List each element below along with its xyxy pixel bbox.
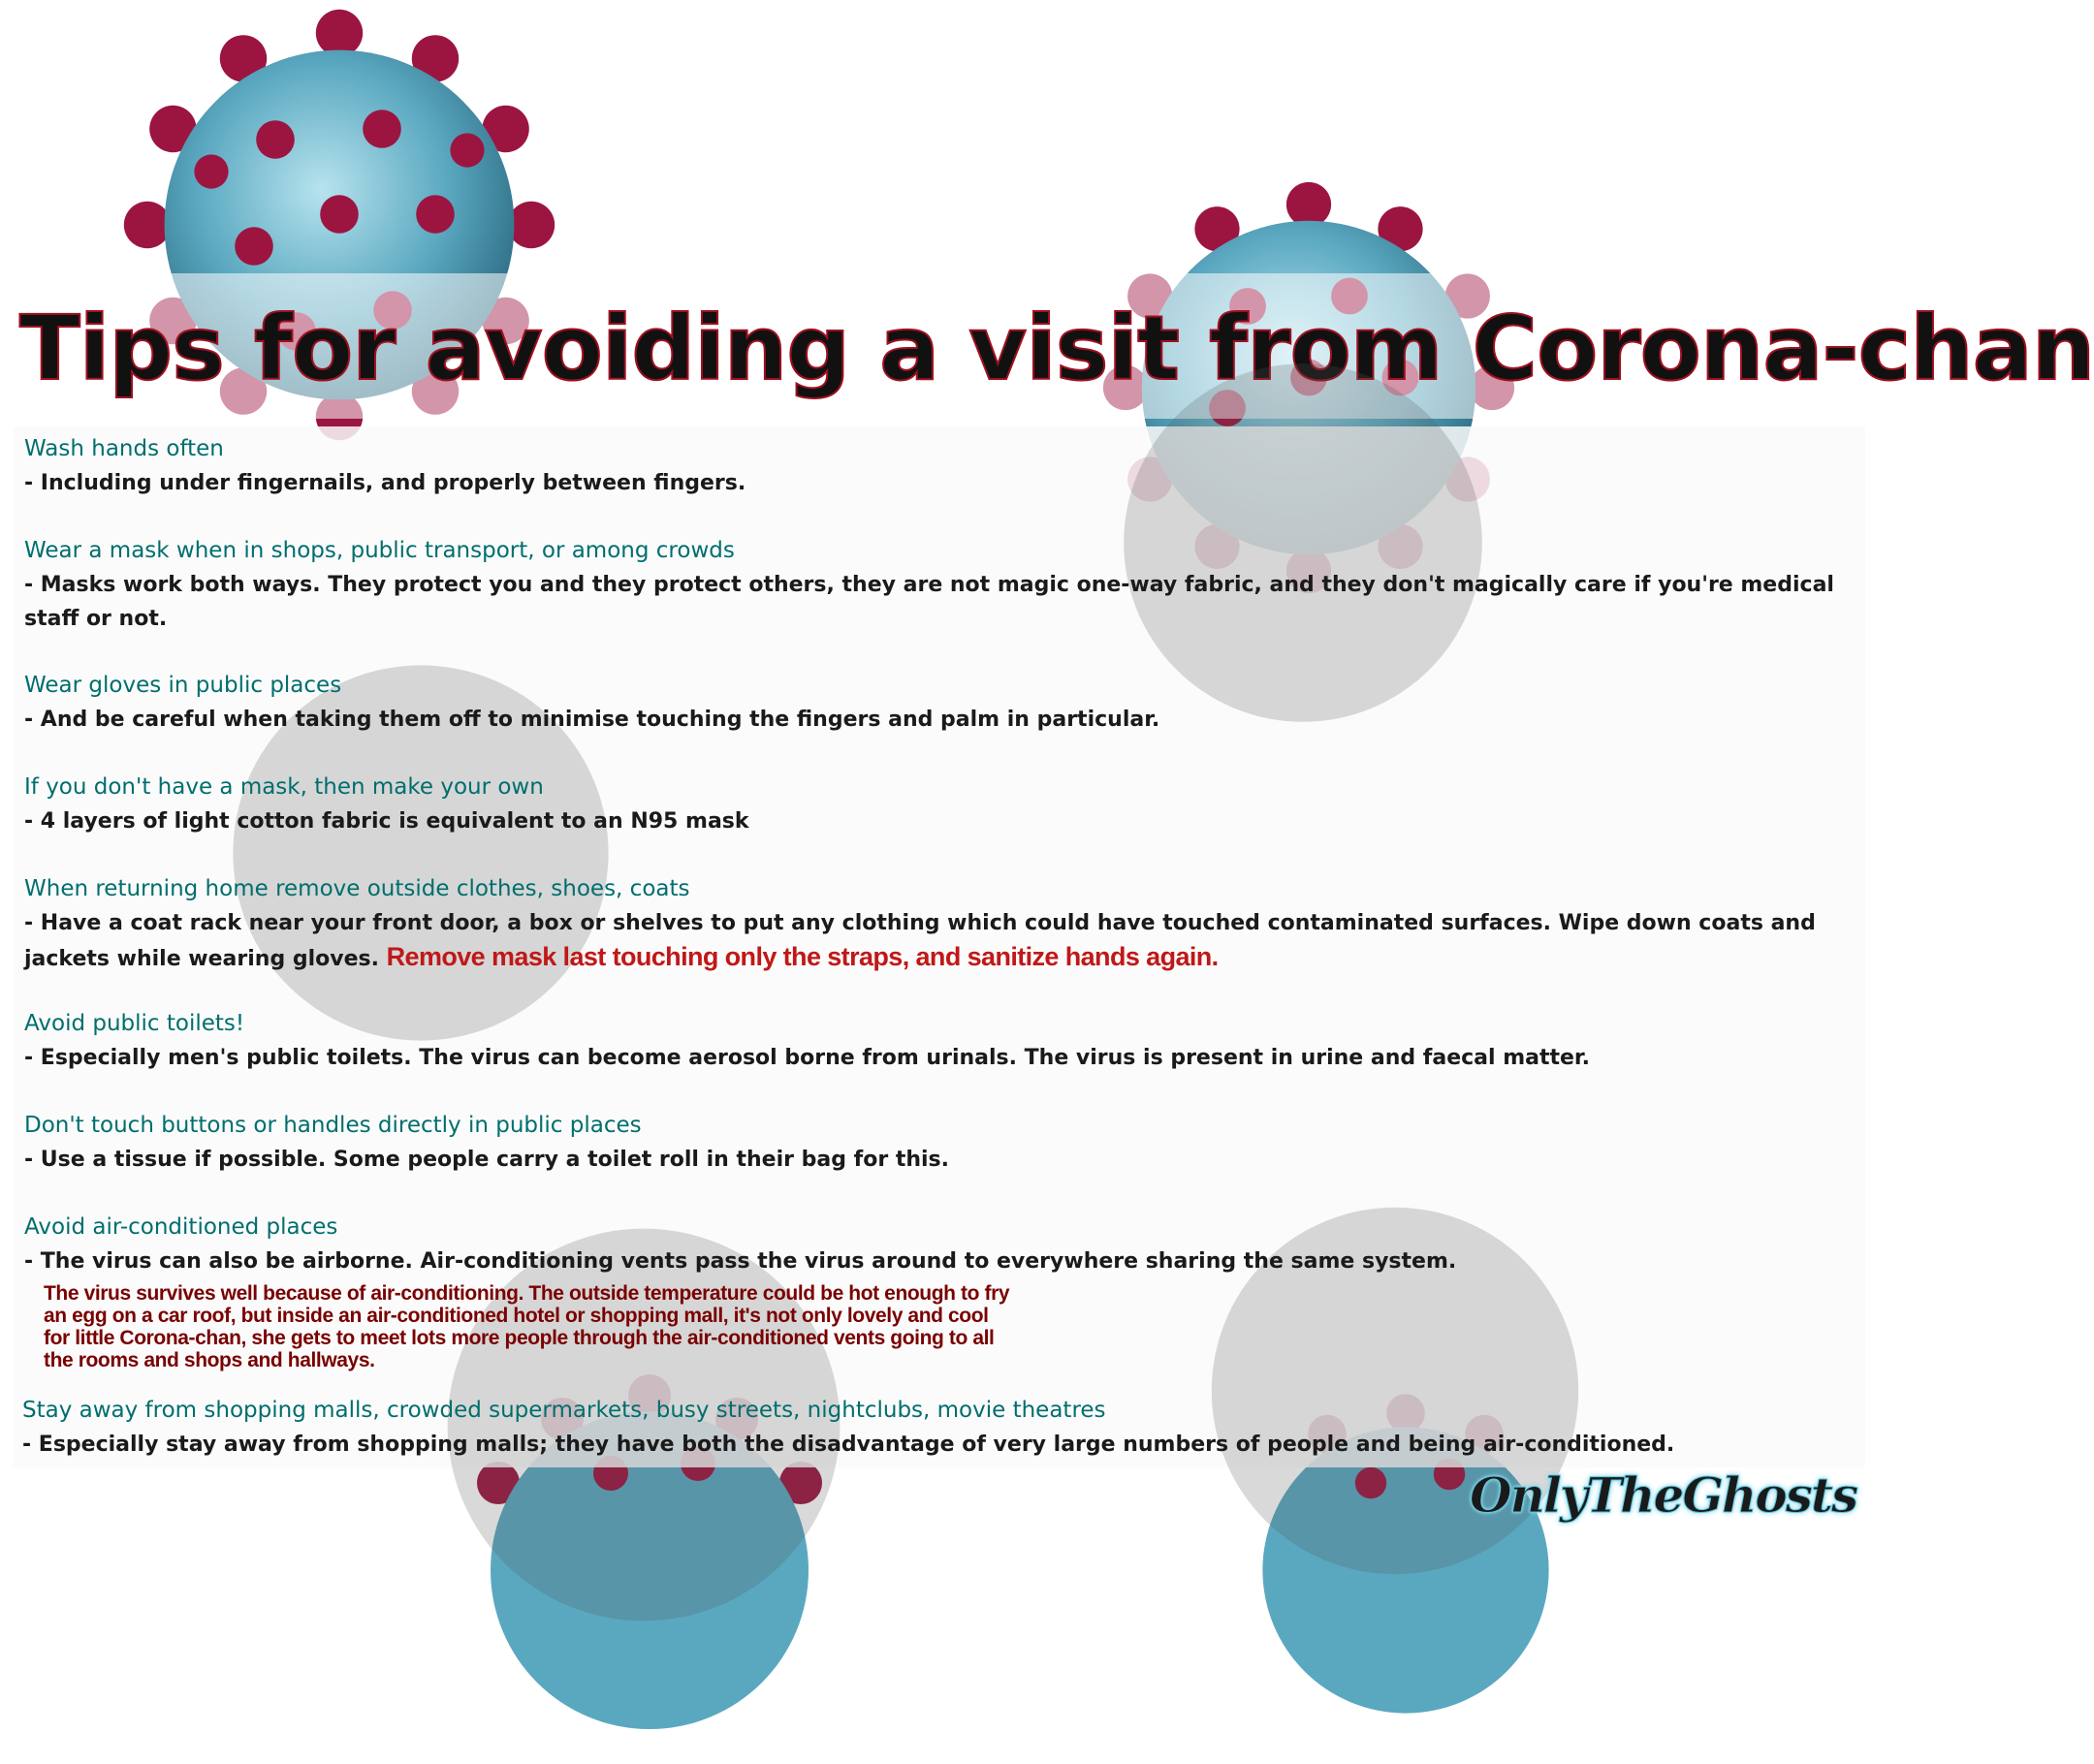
- tip-body: - The virus can also be airborne. Air-conditioning vents pass the virus around to everywhere sharing the same system.: [24, 1249, 1457, 1274]
- tip-item: [24, 1213, 1856, 1371]
- tip-heading: Stay away from shopping malls, crowded supermarkets, busy streets, nightclubs, movie theatres: [22, 1398, 1106, 1423]
- tip-item: [24, 536, 1856, 636]
- tip-heading: Wear gloves in public places: [24, 673, 342, 698]
- tip-body: - Use a tissue if possible. Some people carry a toilet roll in their bag for this.: [24, 1148, 950, 1172]
- watermark-logo: OnlyTheGhosts: [1470, 1466, 1857, 1524]
- tip-heading: Don't touch buttons or handles directly in public places: [24, 1113, 642, 1138]
- tip-heading: Wash hands often: [24, 436, 224, 461]
- tip-heading: Avoid public toilets!: [24, 1011, 245, 1036]
- tip-item: [24, 1009, 1856, 1075]
- tip-item: [24, 874, 1856, 976]
- tip-body: - Including under fingernails, and properly between fingers.: [24, 471, 746, 495]
- tips-panel: [14, 426, 1865, 1467]
- tip-item: [24, 772, 1856, 838]
- tip-warning: Remove mask last touching only the straps, and sanitize hands again.: [386, 942, 1219, 971]
- tip-item: [24, 434, 1856, 500]
- tip-body-text: - Have a coat rack near your front door, a box or shelves to put any clothing which could have touched contaminated surfaces. Wipe down coats and jackets while wearing gloves.: [24, 911, 1816, 971]
- tip-body: - Masks work both ways. They protect you and they protect others, they are not magic one-way fabric, and they don't magically care if you're medical staff or not.: [24, 573, 1834, 631]
- tip-heading: Avoid air-conditioned places: [24, 1214, 338, 1240]
- tip-body: - Especially stay away from shopping malls; they have both the disadvantage of very large numbers of people and being air-conditioned.: [22, 1433, 1675, 1457]
- tip-body: - 4 layers of light cotton fabric is equivalent to an N95 mask: [24, 809, 749, 834]
- tip-body: [24, 906, 1856, 976]
- tip-item: [24, 671, 1856, 737]
- tip-item: [24, 1111, 1856, 1177]
- tip-note: The virus survives well because of air-conditioning. The outside temperature could be hot enough to fry an egg on a car roof, but inside an air-conditioned hotel or shopping mall, it's not only lovely and cool for little Corona-chan, she gets to meet lots more people through the air-conditioned vents going to all the rooms and shops and hallways.: [44, 1282, 1010, 1371]
- tip-item: [22, 1396, 1855, 1462]
- tip-heading: Wear a mask when in shops, public transport, or among crowds: [24, 538, 735, 563]
- tip-body: - And be careful when taking them off to minimise touching the fingers and palm in particular.: [24, 708, 1160, 732]
- tip-heading: When returning home remove outside clothes, shoes, coats: [24, 876, 690, 901]
- page-title: Tips for avoiding a visit from Corona-chan: [19, 297, 2094, 400]
- tip-heading: If you don't have a mask, then make your own: [24, 774, 544, 800]
- tip-body: - Especially men's public toilets. The virus can become aerosol borne from urinals. The virus is present in urine and faecal matter.: [24, 1046, 1591, 1070]
